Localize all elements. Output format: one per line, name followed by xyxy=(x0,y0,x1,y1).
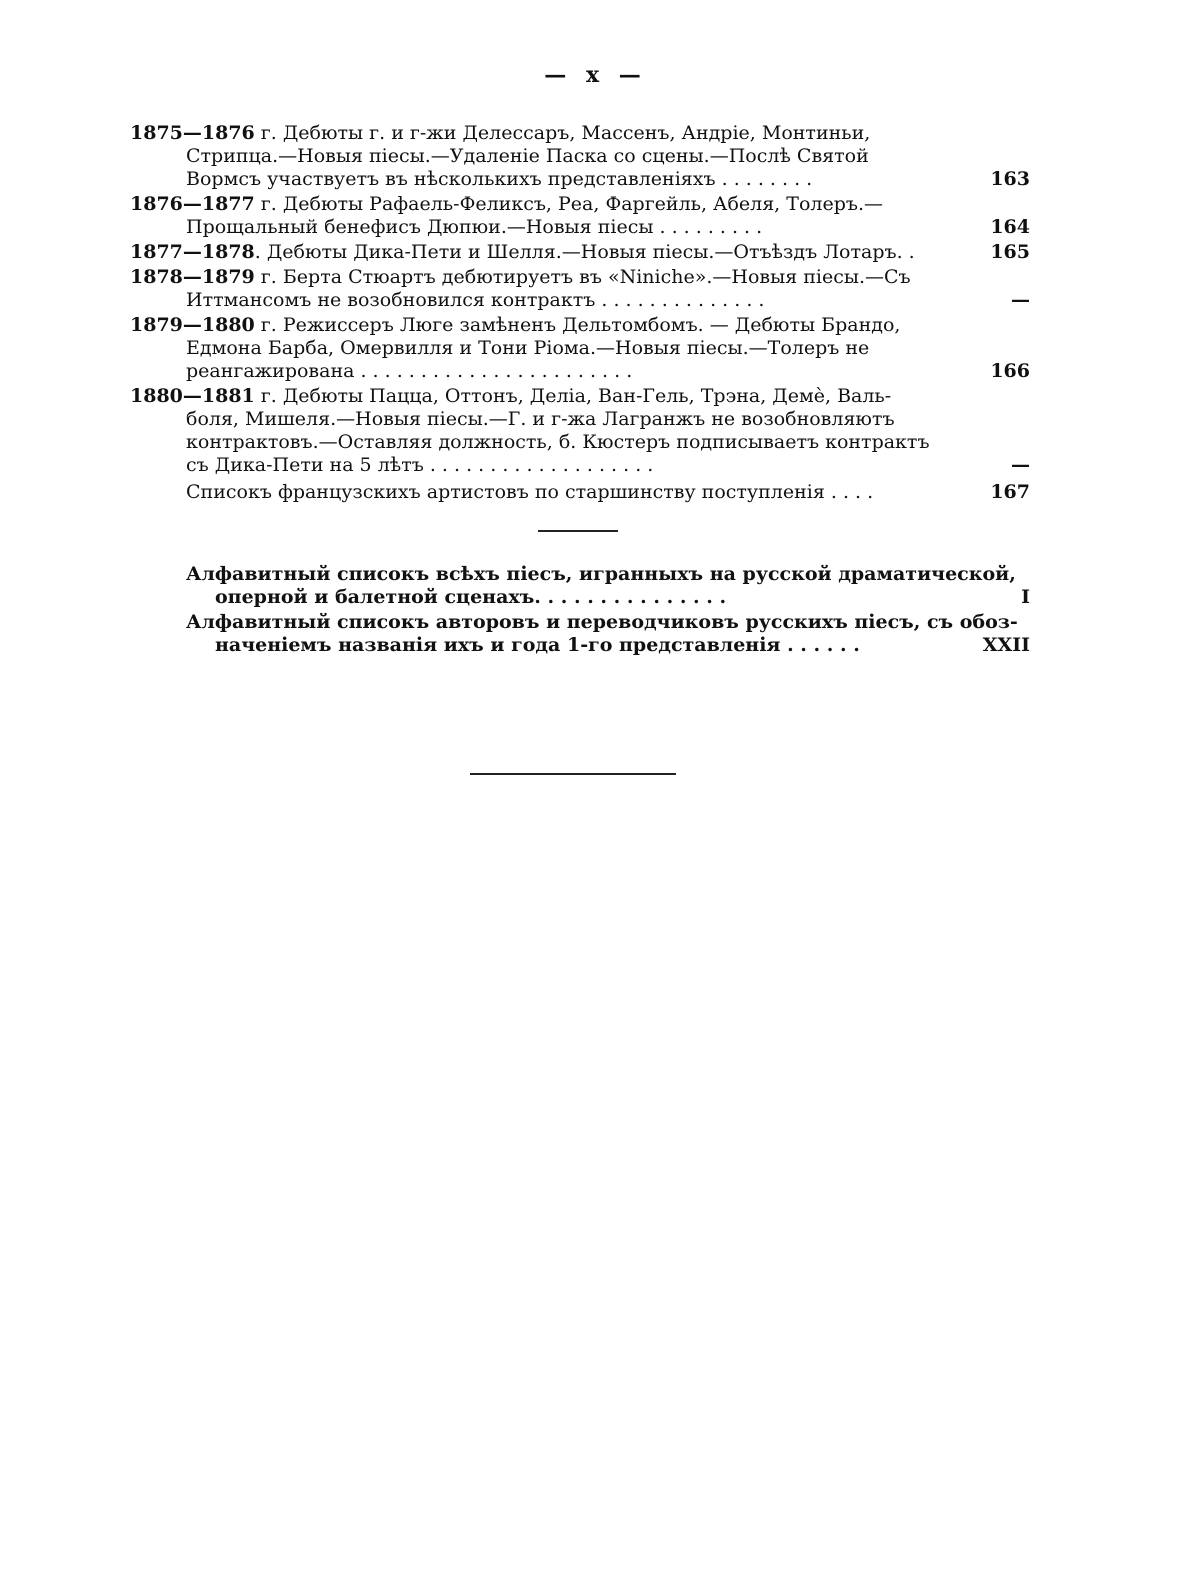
page-number: 166 xyxy=(990,360,1030,382)
toc-line xyxy=(130,145,1030,168)
toc-line xyxy=(186,586,1030,609)
page-number: — xyxy=(1011,289,1030,311)
year-range: 1878—1879 xyxy=(130,266,255,288)
page-number: — xyxy=(1011,454,1030,476)
running-head: — x — xyxy=(544,62,647,88)
year-range: 1877—1878 xyxy=(130,241,255,263)
toc-entry-1879-1880 xyxy=(130,314,1030,383)
toc-line xyxy=(130,122,1030,145)
toc-text: Иттмансомъ не возобновился контрактъ . . . . . . . . . . . . . . xyxy=(186,289,765,311)
toc-entry-1878-1879 xyxy=(130,266,1030,312)
year-range: 1876—1877 xyxy=(130,193,255,215)
toc-line xyxy=(130,337,1030,360)
section-divider xyxy=(538,530,618,532)
toc-line xyxy=(130,314,1030,337)
page-number: I xyxy=(1021,586,1030,608)
toc-text: контрактовъ.—Оставляя должность, б. Кюстеръ подписываетъ контрактъ xyxy=(186,431,930,453)
toc-line xyxy=(130,408,1030,431)
toc-entry-1876-1877 xyxy=(130,193,1030,239)
toc-text: 1880—1881 г. Дебюты Пацца, Оттонъ, Деліа, Ван-Гель, Трэна, Демѐ, Валь- xyxy=(130,385,892,407)
toc-text: Списокъ французскихъ артистовъ по старшинству поступленія . . . . xyxy=(186,481,874,503)
toc-text: съ Дика-Пети на 5 лѣтъ . . . . . . . . . . . . . . . . . . . xyxy=(186,454,654,476)
toc-text: 1877—1878. Дебюты Дика-Пети и Шелля.—Новыя піесы.—Отъѣздъ Лотаръ. . xyxy=(130,241,915,263)
toc-text: Прощальный бенефисъ Дюпюи.—Новыя піесы . . . . . . . . . xyxy=(186,216,763,238)
toc-line xyxy=(130,454,1030,477)
toc-line xyxy=(130,168,1030,191)
toc-text: Алфавитный списокъ всѣхъ піесъ, игранныхъ на русской драматической, xyxy=(186,563,1016,585)
appendix-entry-authors xyxy=(186,611,1030,657)
toc-line xyxy=(130,241,1030,264)
toc-text: реангажирована . . . . . . . . . . . . . . . . . . . . . . . xyxy=(186,360,633,382)
toc-line xyxy=(130,481,1030,504)
toc-line xyxy=(130,289,1030,312)
year-range: 1879—1880 xyxy=(130,314,255,336)
toc-line xyxy=(130,360,1030,383)
toc-text: 1875—1876 г. Дебюты г. и г-жи Делессаръ, Массенъ, Андріе, Монтиньи, xyxy=(130,122,871,144)
toc-line xyxy=(130,385,1030,408)
toc-line xyxy=(130,193,1030,216)
toc-text: оперной и балетной сценахъ. . . . . . . . . . . . . . . xyxy=(215,586,727,608)
toc-line xyxy=(186,563,1030,586)
toc-text: Алфавитный списокъ авторовъ и переводчиковъ русскихъ піесъ, съ обоз- xyxy=(186,611,1018,633)
end-rule xyxy=(470,773,676,775)
toc-text: Стрипца.—Новыя піесы.—Удаленіе Паска со сцены.—Послѣ Святой xyxy=(186,145,869,167)
toc-text: наченіемъ названія ихъ и года 1-го представленія . . . . . . xyxy=(215,634,860,656)
toc-text: Едмона Барба, Омервилля и Тони Ріома.—Новыя піесы.—Толеръ не xyxy=(186,337,870,359)
appendix-entry-plays xyxy=(186,563,1030,609)
toc-line xyxy=(130,216,1030,239)
toc-line xyxy=(186,634,1030,657)
toc-text: 1879—1880 г. Режиссеръ Люге замѣненъ Дельтомбомъ. — Дебюты Брандо, xyxy=(130,314,901,336)
toc-line xyxy=(186,611,1030,634)
toc-text: 1878—1879 г. Берта Стюартъ дебютируетъ въ «Niniche».—Новыя піесы.—Съ xyxy=(130,266,911,288)
toc-entry-1877-1878 xyxy=(130,241,1030,264)
page-number: 165 xyxy=(990,241,1030,263)
toc-entry-1875-1876 xyxy=(130,122,1030,191)
toc-text: Вормсъ участвуетъ въ нѣсколькихъ представленіяхъ . . . . . . . . xyxy=(186,168,813,190)
toc-entry-1880-1881 xyxy=(130,385,1030,477)
page-number: 163 xyxy=(990,168,1030,190)
year-range: 1875—1876 xyxy=(130,122,255,144)
toc-line xyxy=(130,266,1030,289)
toc-text: 1876—1877 г. Дебюты Рафаель-Феликсъ, Реа, Фаргейль, Абеля, Толеръ.— xyxy=(130,193,883,215)
toc-text: боля, Мишеля.—Новыя піесы.—Г. и г-жа Лагранжъ не возобновляютъ xyxy=(186,408,895,430)
page-number: 164 xyxy=(990,216,1030,238)
toc-entry-french-artists xyxy=(130,481,1030,504)
toc-line xyxy=(130,431,1030,454)
page-number: XXII xyxy=(982,634,1030,656)
page-number: 167 xyxy=(990,481,1030,503)
year-range: 1880—1881 xyxy=(130,385,255,407)
